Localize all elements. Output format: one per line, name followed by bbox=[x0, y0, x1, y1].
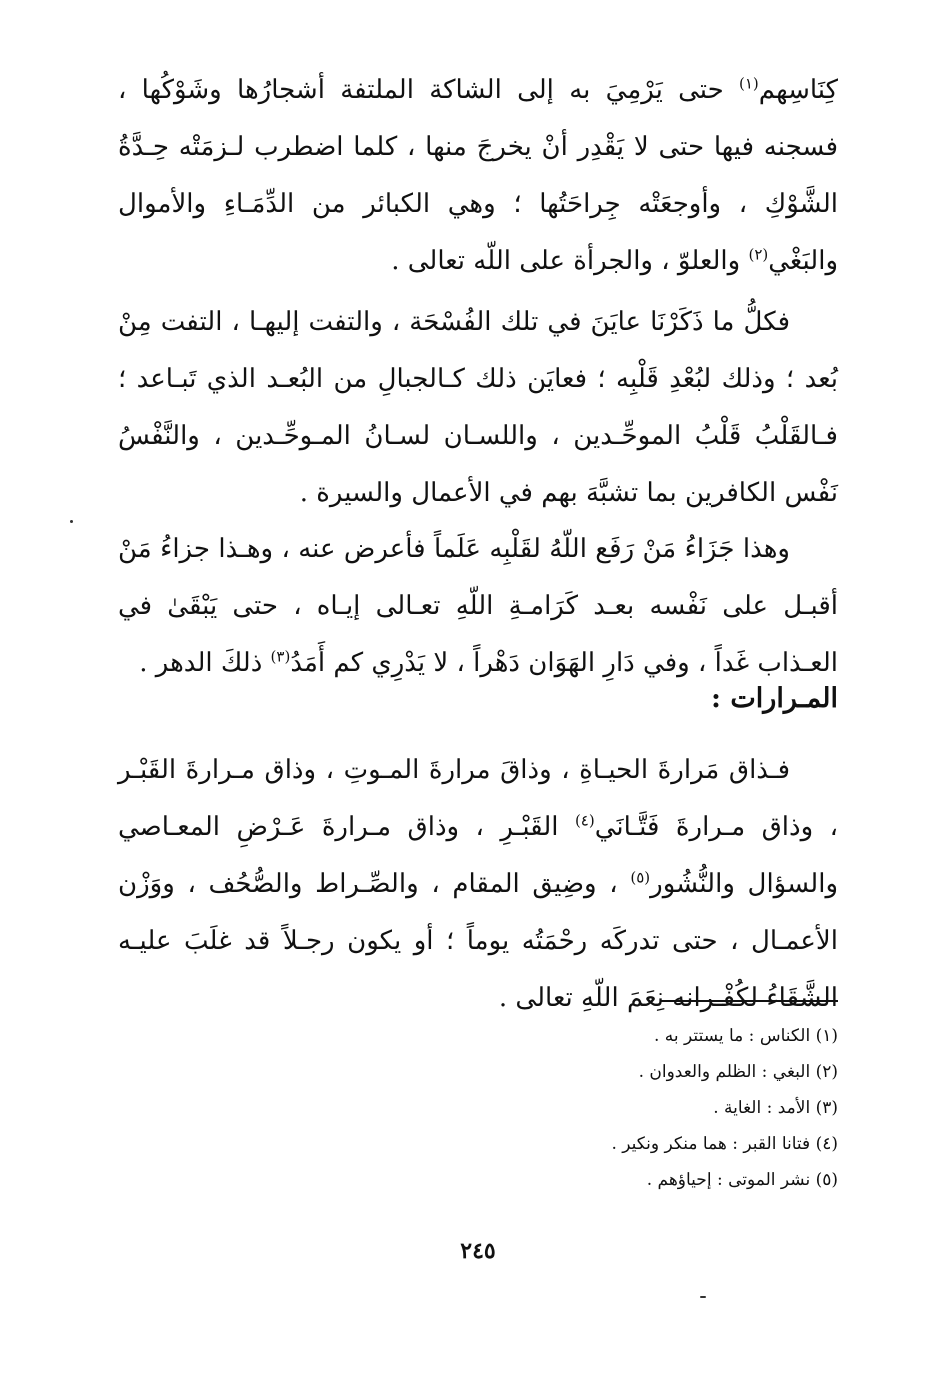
body-paragraph-4 bbox=[118, 742, 838, 1027]
book-page bbox=[118, 62, 838, 1302]
footnote-separator bbox=[660, 1000, 838, 1002]
footnote-4: (٤) فتانا القبر : هما منكر ونكير . bbox=[611, 1134, 838, 1154]
footnote-3: (٣) الأمد : الغاية . bbox=[713, 1098, 838, 1118]
section-heading: المـرارات : bbox=[711, 683, 838, 714]
scan-speck bbox=[700, 1296, 706, 1298]
text-run: والعلوّ ، والجرأة على اللّه تعالى . bbox=[391, 246, 749, 276]
footnote-ref-4: (٤) bbox=[574, 811, 595, 830]
text-run: وهذا جَزَاءُ مَنْ رَفَع اللّهُ لقَلْبِه عَلَماً فأعرض عنه ، وهـذا جزاءُ مَنْ أقبـل على نَفْسه بعـد كَرَامـةِ اللّهِ تعـالى إيـاه ، حتى يَبْقَىٰ في العـذاب غَداً ، وفي دَارِ الهَوَان دَهْراً ، لا يَدْرِي كم أَمَدُ bbox=[118, 534, 838, 678]
footnote-5: (٥) نشر الموتى : إحياؤهم . bbox=[646, 1170, 838, 1190]
text-run: القَبْـرِ ، وذاق مـرارةَ عَـرْضِ المعـاصي والسؤال والنُّشُور bbox=[118, 812, 838, 899]
body-paragraph-1 bbox=[118, 62, 838, 290]
footnote-1: (١) الكناس : ما يستتر به . bbox=[654, 1026, 838, 1046]
body-paragraph-3 bbox=[118, 521, 838, 692]
text-run: كِنَاسِهم bbox=[758, 75, 838, 105]
footnote-ref-2: (٢) bbox=[748, 245, 769, 264]
scan-speck bbox=[70, 520, 73, 523]
text-run: ، وضِيق المقام ، والصِّـراط والصُّحُف ، ووَزْن الأعمـال ، حتى تدركَه رحْمَتُه يوماً ؛ أو يكون رجـلاً قد غلَبَ عليـه الشَّقَاءُ لكُفْـرانه نِعَمَ اللّهِ تعالى . bbox=[118, 869, 838, 1013]
footnotes-list bbox=[118, 1018, 838, 1198]
text-run: حتى يَرْمِيَ به إلى الشاكة الملتفة أشجارُها وشَوْكُها ، فسجنه فيها حتى لا يَقْدِر أنْ يخرجَ منها ، كلما اضطرب لـزمَتْه حِـدَّةُ الشَّوْكِ ، وأوجعَتْه جِراحَتُها ؛ وهي الكبائر من الدِّمَـاءِ والأموال والبَغْي bbox=[118, 75, 838, 276]
footnote-ref-1: (١) bbox=[739, 74, 759, 93]
page-number: ٢٤٥ bbox=[460, 1238, 496, 1264]
text-run: ذلكَ الدهر . bbox=[139, 648, 271, 678]
footnote-ref-3: (٣) bbox=[270, 647, 291, 666]
footnote-2: (٢) البغي : الظلم والعدوان . bbox=[638, 1062, 838, 1082]
text-run: فكلُّ ما ذَكَرْنَا عايَنَ في تلك الفُسْحَة ، والتفت إليهـا ، التفت مِنْ بُعد ؛ وذلك لبُعْدِ قَلْبِه ؛ فعايَن ذلك كـالجبالِ من البُعـد الذي تَبـاعد ؛ فـالقَلْبُ قَلْبُ الموحِّـدين ، واللسـان لسـانُ المـوحِّـدين ، والنَّفْسُ نَفْس الكافرين بما تشبَّهَ بهم في الأعمال والسيرة . bbox=[118, 307, 838, 508]
text-run: فـذاق مَرارةَ الحيـاةِ ، وذاقَ مرارةَ المـوتِ ، وذاق مـرارةَ القَبْـر ، وذاق مـرارةَ فَتَّـانَي bbox=[118, 755, 838, 842]
body-paragraph-2 bbox=[118, 294, 838, 522]
footnote-ref-5: (٥) bbox=[630, 868, 651, 887]
